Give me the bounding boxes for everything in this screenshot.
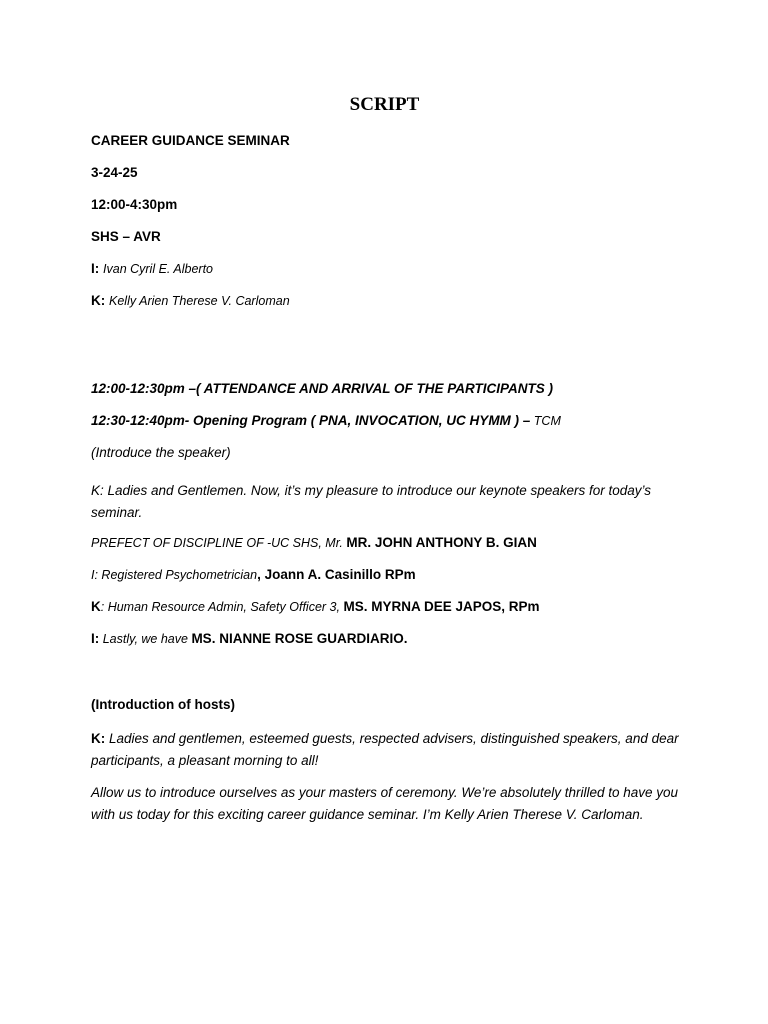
- host-i-line: [91, 260, 691, 278]
- event-name: CAREER GUIDANCE SEMINAR: [91, 133, 290, 148]
- event-date: 3-24-25: [91, 165, 138, 180]
- spacer: [91, 662, 691, 696]
- opening-program-text: 12:30-12:40pm- Opening Program ( PNA, INVOCATION, UC HYMM ) –: [91, 413, 531, 428]
- speaker-2-line: [91, 566, 691, 584]
- event-time: 12:00-4:30pm: [91, 197, 178, 212]
- speaker-4-label: I:: [91, 631, 100, 646]
- hosts-intro-paragraph: Allow us to introduce ourselves as your masters of ceremony. We’re absolutely thrilled to have you with us today for this exciting career guidance seminar. I’m Kelly Arien Therese V. Carloman.: [91, 785, 679, 822]
- introduce-speaker-note: (Introduce the speaker): [91, 445, 231, 460]
- speaker-1-prefix: PREFECT OF DISCIPLINE OF -UC SHS, Mr.: [91, 536, 347, 550]
- speaker-3-line: [91, 598, 691, 616]
- speaker-1-name: MR. JOHN ANTHONY B. GIAN: [346, 535, 537, 550]
- speaker-3-prefix: : Human Resource Admin, Safety Officer 3,: [100, 600, 344, 614]
- event-venue: SHS – AVR: [91, 229, 161, 244]
- speaker-1-line: [91, 534, 691, 552]
- host-k-line: [91, 292, 691, 310]
- speaker-3-label: K: [91, 599, 101, 614]
- host-k-name: Kelly Arien Therese V. Carloman: [109, 294, 290, 308]
- spacer: [91, 324, 691, 380]
- program-item-opening: [91, 412, 691, 430]
- hosts-k-paragraph: [91, 728, 691, 772]
- speaker-2-name: , Joann A. Casinillo RPm: [257, 567, 416, 582]
- opening-program-tcm: TCM: [530, 414, 561, 428]
- hosts-k-label: K:: [91, 731, 106, 746]
- host-i-label: I:: [91, 261, 100, 276]
- speaker-3-name: MS. MYRNA DEE JAPOS, RPm: [343, 599, 540, 614]
- host-k-label: K:: [91, 293, 106, 308]
- document-page: [91, 92, 691, 836]
- speaker-4-line: [91, 630, 691, 648]
- document-title: SCRIPT: [349, 94, 420, 115]
- hosts-heading: (Introduction of hosts): [91, 697, 235, 712]
- speaker-2-label: I:: [91, 568, 98, 582]
- speaker-4-name: MS. NIANNE ROSE GUARDIARIO.: [191, 631, 408, 646]
- speaker-4-prefix: Lastly, we have: [99, 632, 192, 646]
- hosts-k-text: Ladies and gentlemen, esteemed guests, respected advisers, distinguished speakers, and dear participants, a pleasant morning to all!: [91, 731, 679, 768]
- program-item-attendance: 12:00-12:30pm –( ATTENDANCE AND ARRIVAL OF THE PARTICIPANTS ): [91, 381, 554, 396]
- speaker-2-prefix: Registered Psychometrician: [97, 568, 258, 582]
- k-intro-paragraph: K: Ladies and Gentlemen. Now, it’s my pleasure to introduce our keynote speakers for today’s seminar.: [91, 483, 652, 520]
- host-i-name: Ivan Cyril E. Alberto: [103, 262, 214, 276]
